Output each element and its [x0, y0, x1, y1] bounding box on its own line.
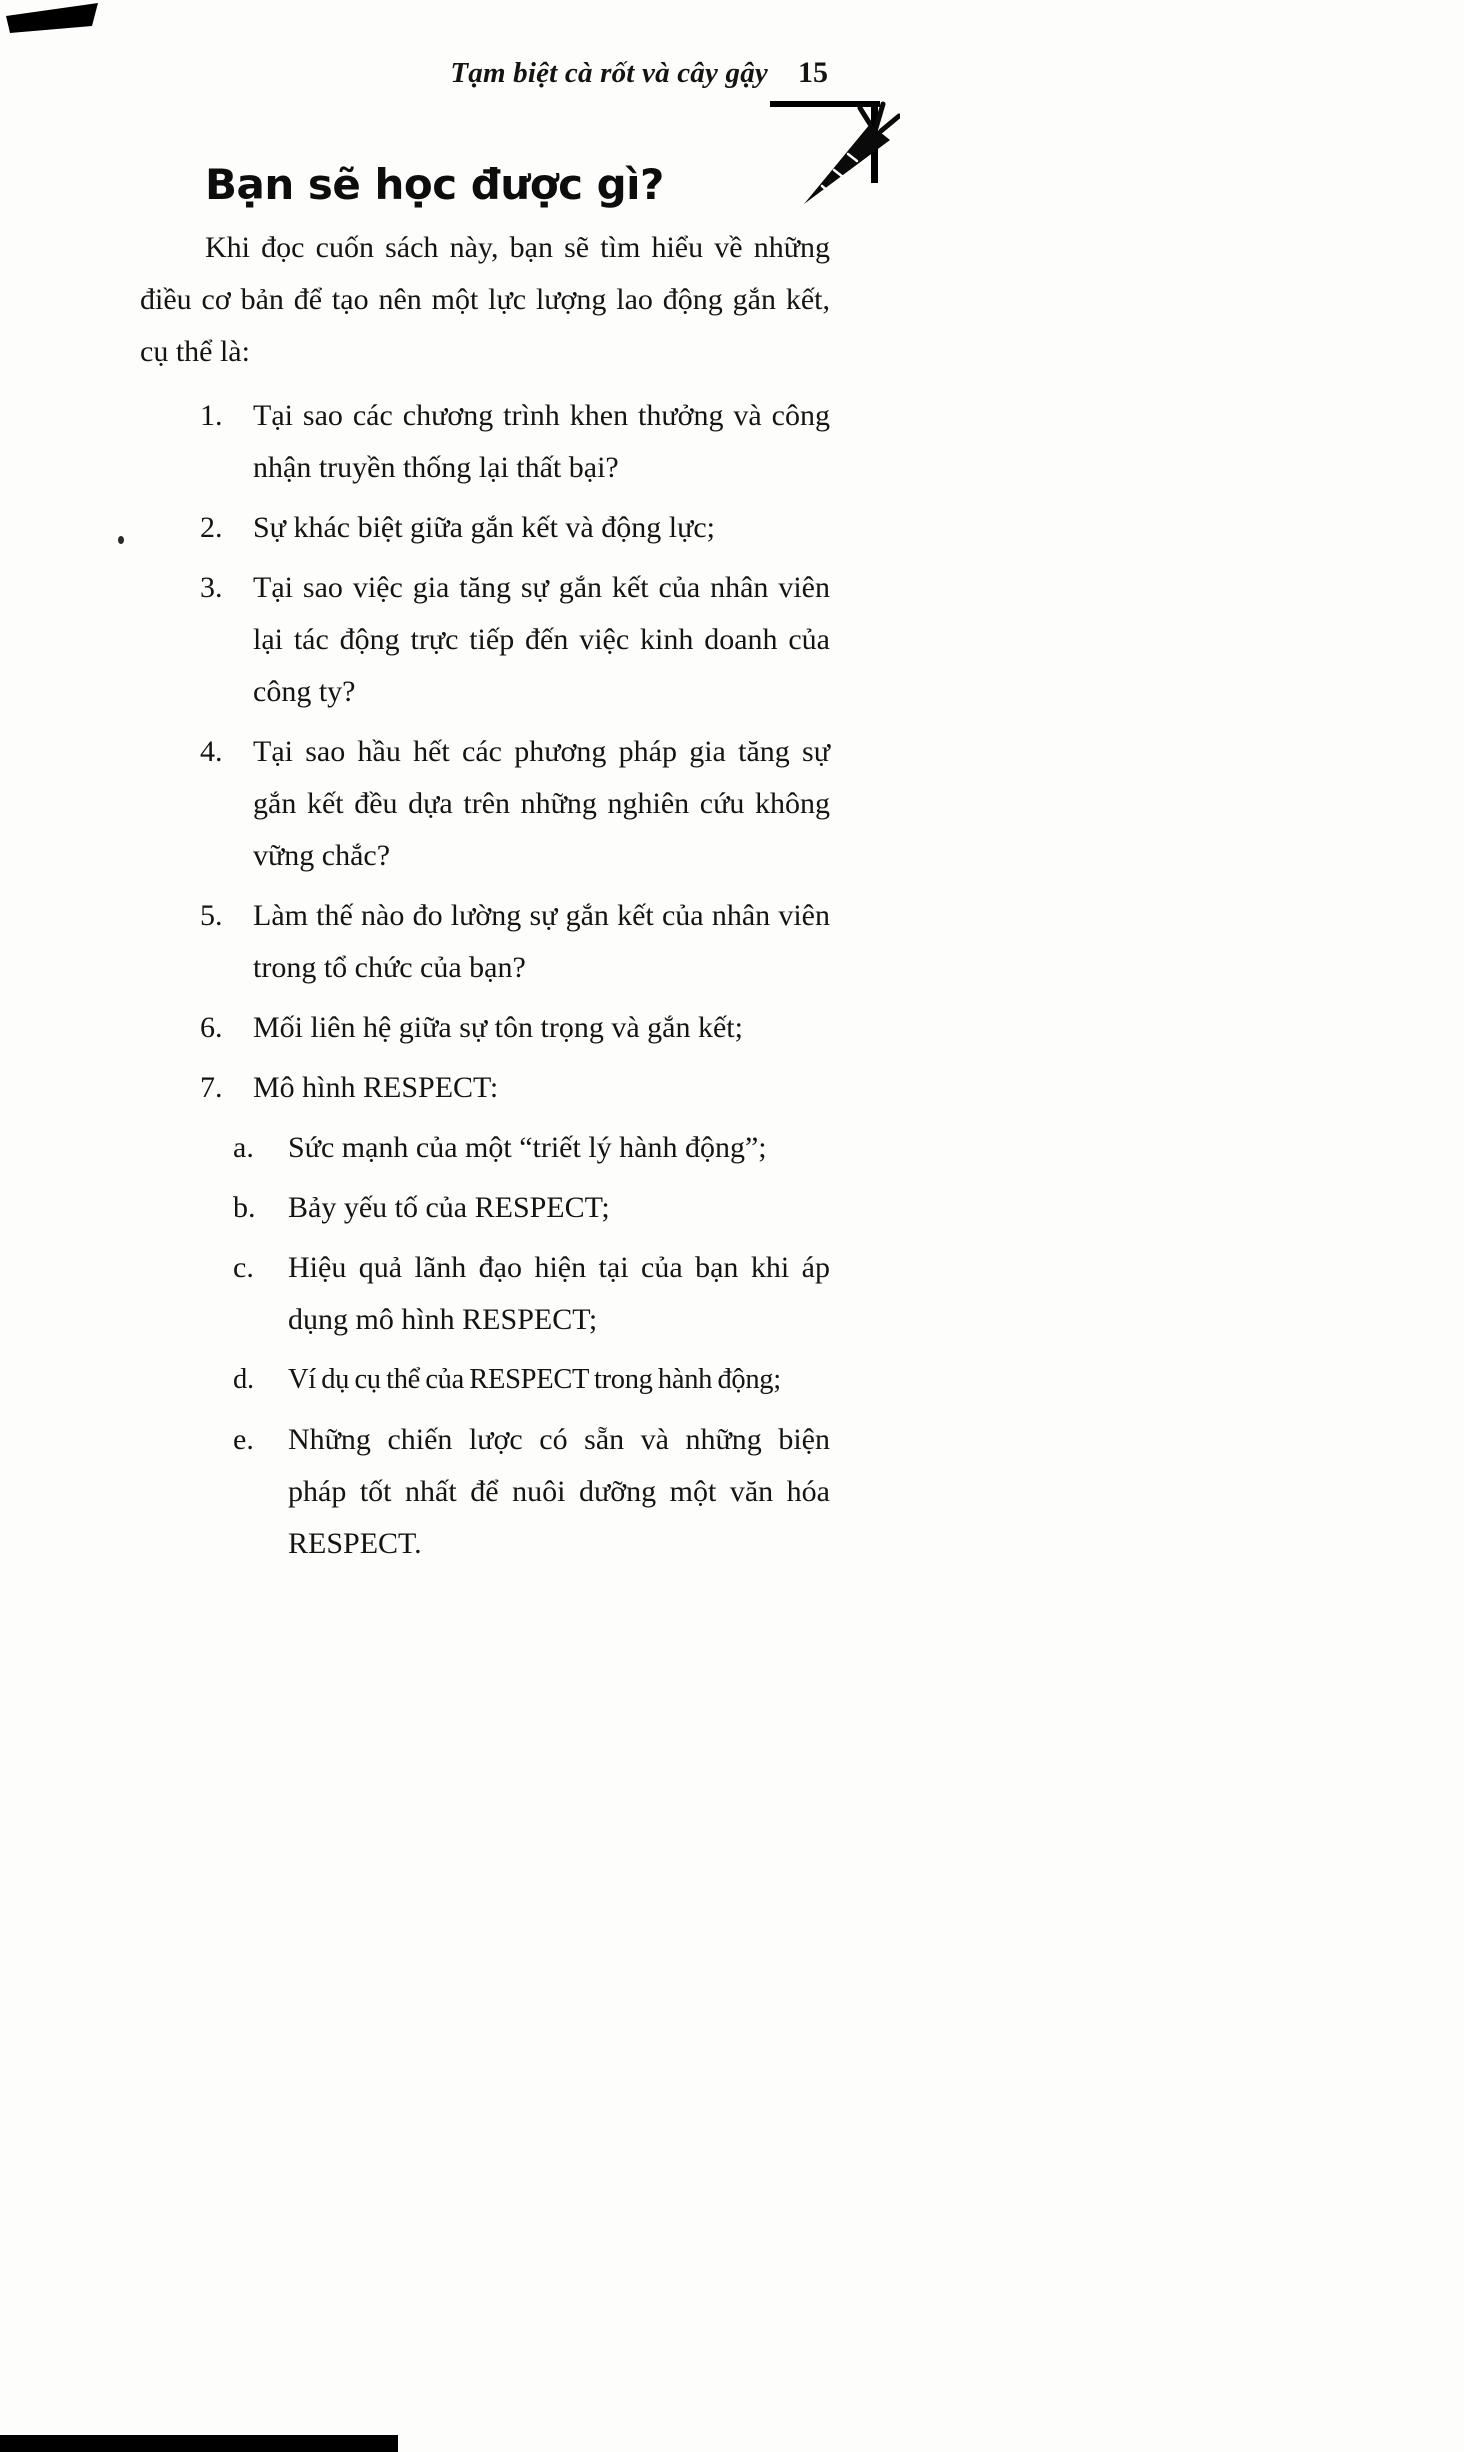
sublist-text: Hiệu quả lãnh đạo hiện tại của bạn khi áp dụng mô hình RESPECT;	[288, 1251, 830, 1337]
section-heading: Bạn sẽ học được gì?	[205, 160, 664, 209]
list-marker: 2.	[200, 511, 223, 545]
list-item	[140, 390, 830, 494]
bottom-scan-bar	[0, 2435, 398, 2452]
list-text: Mô hình RESPECT:	[253, 1071, 499, 1105]
list-item	[140, 890, 830, 994]
list-item	[140, 1062, 830, 1114]
list-text: Làm thế nào đo lường sự gắn kết của nhân viên trong tổ chức của bạn?	[253, 899, 830, 985]
sublist-item	[140, 1182, 830, 1234]
intro-paragraph: Khi đọc cuốn sách này, bạn sẽ tìm hiểu về những điều cơ bản để tạo nên một lực lượng lao động gắn kết, cụ thể là:	[140, 231, 830, 369]
list-marker: 7.	[200, 1071, 223, 1105]
list-marker: 4.	[200, 735, 223, 769]
list-text: Tại sao hầu hết các phương pháp gia tăng sự gắn kết đều dựa trên những nghiên cứu không vững chắc?	[253, 735, 830, 873]
lettered-sublist	[140, 1122, 830, 1570]
list-item	[140, 726, 830, 882]
sublist-marker: d.	[233, 1364, 254, 1396]
sublist-text: Bảy yếu tố của RESPECT;	[288, 1191, 610, 1225]
list-marker: 5.	[200, 899, 223, 933]
numbered-list	[140, 390, 830, 1114]
page-header	[140, 56, 828, 90]
sublist-item	[140, 1414, 830, 1570]
list-marker: 1.	[200, 399, 223, 433]
list-marker: 3.	[200, 571, 223, 605]
list-text: Tại sao các chương trình khen thưởng và công nhận truyền thống lại thất bại?	[253, 399, 830, 485]
list-text: Sự khác biệt giữa gắn kết và động lực;	[253, 511, 715, 545]
list-text: Tại sao việc gia tăng sự gắn kết của nhân viên lại tác động trực tiếp đến việc kinh doanh của công ty?	[253, 571, 830, 709]
running-title: Tạm biệt cà rốt và cây gậy	[450, 57, 768, 89]
sublist-marker: a.	[233, 1131, 254, 1165]
sublist-text: Ví dụ cụ thể của RESPECT trong hành động;	[288, 1364, 781, 1396]
sublist-item	[140, 1354, 830, 1406]
sublist-marker: b.	[233, 1191, 256, 1225]
top-left-scan-mark-icon	[6, 3, 106, 37]
list-item	[140, 502, 830, 554]
sublist-item	[140, 1122, 830, 1174]
list-item	[140, 562, 830, 718]
list-item	[140, 1002, 830, 1054]
sublist-marker: c.	[233, 1251, 254, 1285]
sublist-item	[140, 1242, 830, 1346]
sublist-marker: e.	[233, 1423, 254, 1457]
margin-speck	[118, 536, 124, 544]
page-number: 15	[798, 56, 828, 89]
list-text: Mối liên hệ giữa sự tôn trọng và gắn kết;	[253, 1011, 743, 1045]
sublist-text: Những chiến lược có sẵn và những biện pháp tốt nhất để nuôi dưỡng một văn hóa RESPECT.	[288, 1423, 830, 1561]
list-marker: 6.	[200, 1011, 223, 1045]
sublist-text: Sức mạnh của một “triết lý hành động”;	[288, 1131, 767, 1165]
page-content	[140, 162, 830, 1578]
